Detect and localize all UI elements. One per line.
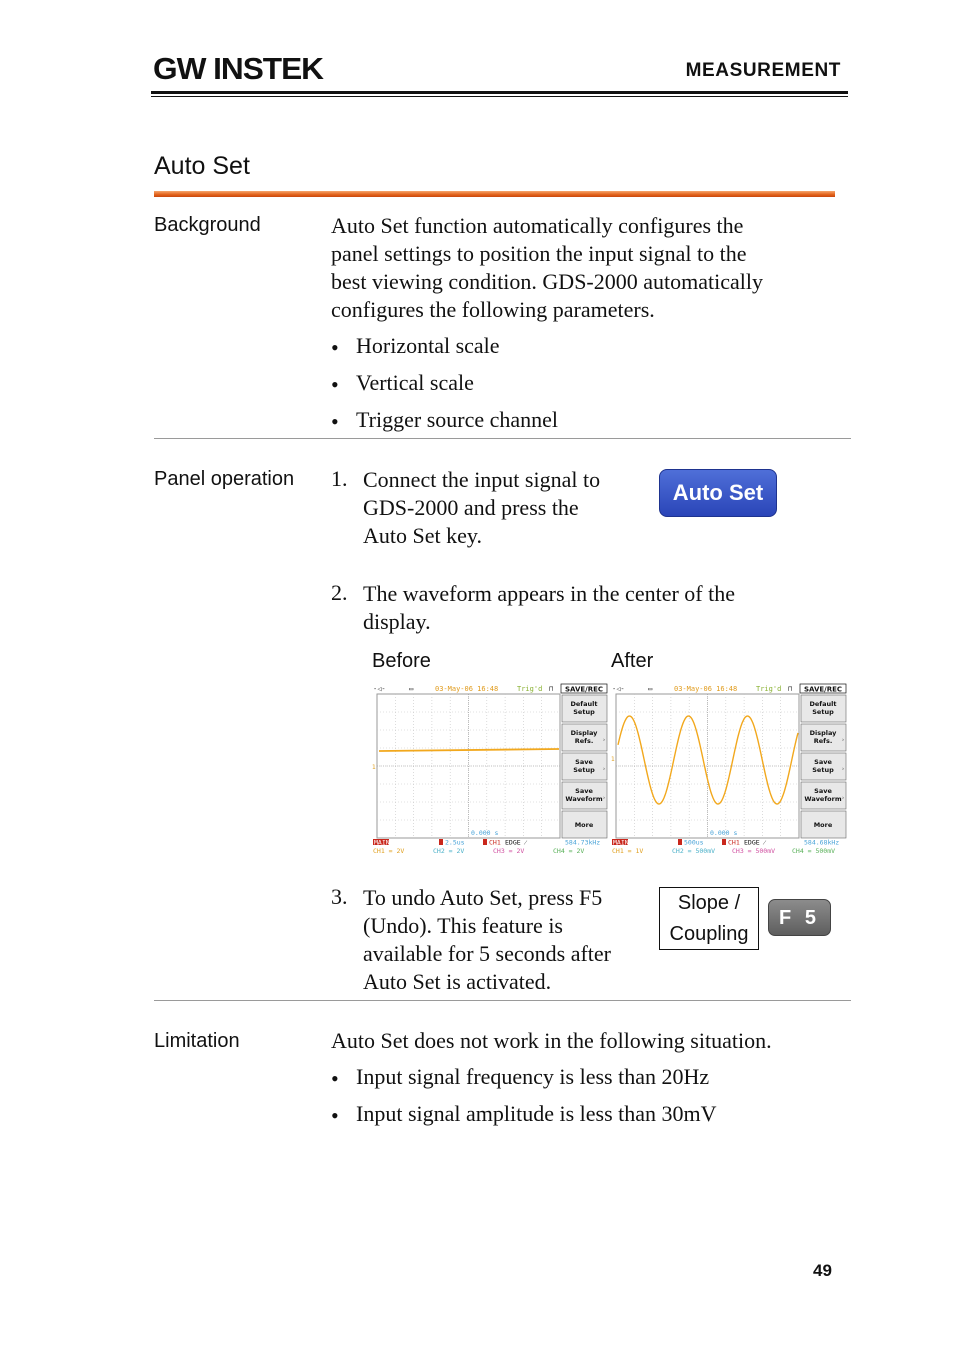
softkey-menu [801,695,846,838]
limitation-label: Limitation [154,1030,240,1052]
menu-title: SAVE/REC [564,685,604,694]
softkey-label: Default [809,700,837,708]
scope-trig: Trig'd [517,685,543,693]
main-label: MAIN [613,838,629,847]
timebase: 500us [684,838,704,847]
softkey-arrow-icon: › [842,737,844,743]
step-line: To undo Auto Set, press F5 [363,885,603,910]
step2-text [363,580,735,636]
slope-coupling-softkey[interactable] [659,887,759,950]
step-line: (Undo). This feature is [363,913,563,938]
scope-trig: Trig'd [756,685,782,693]
run-icon: -◁- [373,685,386,693]
step-line: The waveform appears in the center of the [363,581,735,606]
run-icon: -◁- [612,685,625,693]
ch4-scale: CH4 = 2V [553,847,585,855]
trig-type: EDGE [505,838,521,847]
title-rule [154,191,835,197]
softkey-label: Refs. [574,737,594,745]
f5-key[interactable]: F 5 [768,899,831,936]
step-line: Auto Set key. [363,523,482,548]
softkey-arrow-icon: › [842,766,844,772]
ch3-scale: CH3 = 2V [493,847,525,855]
section-divider [154,438,851,439]
header-rule [151,91,848,94]
ch1-scale: CH1 = 2V [373,847,405,855]
step3-text [363,884,611,996]
paragraph-line: best viewing condition. GDS-2000 automatically [331,269,763,294]
bullet-item: Trigger source channel [356,407,559,432]
trig-slope-icon: ⁄ [525,838,527,847]
softkey-label: Refs. [813,737,833,745]
ch2-scale: CH2 = 2V [433,847,465,855]
step-line: GDS-2000 and press the [363,495,579,520]
softkey-menu [562,695,607,838]
auto-set-key[interactable]: Auto Set [659,469,777,517]
bullet-item: Vertical scale [356,370,474,395]
paragraph-line: panel settings to position the input signal to the [331,241,747,266]
softkey-label: Save [575,787,593,795]
softkey-label: More [574,821,594,829]
ch3-scale: CH3 = 500mV [732,847,776,855]
scope-date: 03-May-06 16:48 [674,685,738,693]
trig-slope-icon: ⁄ [764,838,766,847]
memory-icon: ▭ [648,685,653,693]
softkey-line: Coupling [669,923,749,945]
step-number: 1. [331,466,348,491]
bullet-item: Input signal frequency is less than 20Hz [356,1064,710,1089]
softkey-label: Waveform [804,795,842,803]
ch2-scale: CH2 = 500mV [672,847,716,855]
horiz-badge [439,839,443,845]
softkey-label: More [813,821,833,829]
softkey-label: Setup [812,766,834,774]
softkey-label: Waveform [565,795,603,803]
background-label: Background [154,214,261,236]
step-line: display. [363,609,431,634]
section-divider [154,1000,851,1001]
trigger-edge-icon: ⊓ [549,685,554,693]
offset-readout: 0.000 s [471,829,499,837]
softkey-label: Display [570,729,598,737]
step-number: 3. [331,884,348,909]
bullet-dot: • [331,1066,339,1091]
horiz-badge [678,839,682,845]
softkey-label: Display [809,729,837,737]
step-line: available for 5 seconds after [363,941,611,966]
trig-src: CH1 [489,838,501,847]
gw-instek-logo [153,52,325,84]
limitation-intro: Auto Set does not work in the following situation. [331,1028,772,1053]
softkey-label: Setup [573,708,595,716]
frequency: 584.68kHz [804,838,840,847]
ch1-marker: 1 [611,756,615,763]
step-line: Connect the input signal to [363,467,601,492]
page-number: 49 [813,1261,832,1280]
softkey-arrow-icon: › [842,795,844,801]
softkey-label: Setup [573,766,595,774]
softkey-label: Setup [812,708,834,716]
scope-after-screenshot [610,683,848,855]
page-title: Auto Set [154,152,250,180]
softkey-line: Slope / [677,892,741,914]
bullet-item: Horizontal scale [356,333,500,358]
trig-badge [483,839,487,845]
ch4-scale: CH4 = 500mV [792,847,836,855]
scope-before-screenshot [371,683,609,855]
memory-icon: ▭ [409,685,414,693]
timebase: 2.5us [445,838,465,847]
menu-title: SAVE/REC [803,685,843,694]
bullet-dot: • [331,409,339,434]
step1-text [363,466,600,550]
paragraph-line: Auto Set function automatically configures the [331,213,744,238]
brand-text: GW INSTEK [153,52,325,84]
trig-type: EDGE [744,838,760,847]
softkey-label: Save [814,758,832,766]
softkey-arrow-icon: › [603,795,605,801]
ch1-marker: 1 [372,764,376,771]
header-rule-thin [151,96,848,97]
bullet-dot: • [331,372,339,397]
main-label: MAIN [374,838,390,847]
offset-readout: 0.000 s [710,829,738,837]
softkey-arrow-icon: › [603,737,605,743]
step-number: 2. [331,580,348,605]
before-caption: Before [372,650,431,672]
trigger-edge-icon: ⊓ [788,685,793,693]
softkey-label: Save [814,787,832,795]
bullet-dot: • [331,335,339,360]
bullet-item: Input signal amplitude is less than 30mV [356,1101,717,1126]
scope-date: 03-May-06 16:48 [435,685,499,693]
step-line: Auto Set is activated. [363,969,552,994]
softkey-label: Default [570,700,598,708]
frequency: 584.73kHz [565,838,601,847]
after-caption: After [611,650,654,672]
background-paragraph [331,212,763,324]
section-header: MEASUREMENT [685,60,841,81]
bullet-dot: • [331,1103,339,1128]
trig-src: CH1 [728,838,740,847]
paragraph-line: configures the following parameters. [331,297,655,322]
softkey-arrow-icon: › [603,766,605,772]
softkey-label: Save [575,758,593,766]
ch1-scale: CH1 = 1V [612,847,644,855]
panel-operation-label: Panel operation [154,468,295,490]
trig-badge [722,839,726,845]
